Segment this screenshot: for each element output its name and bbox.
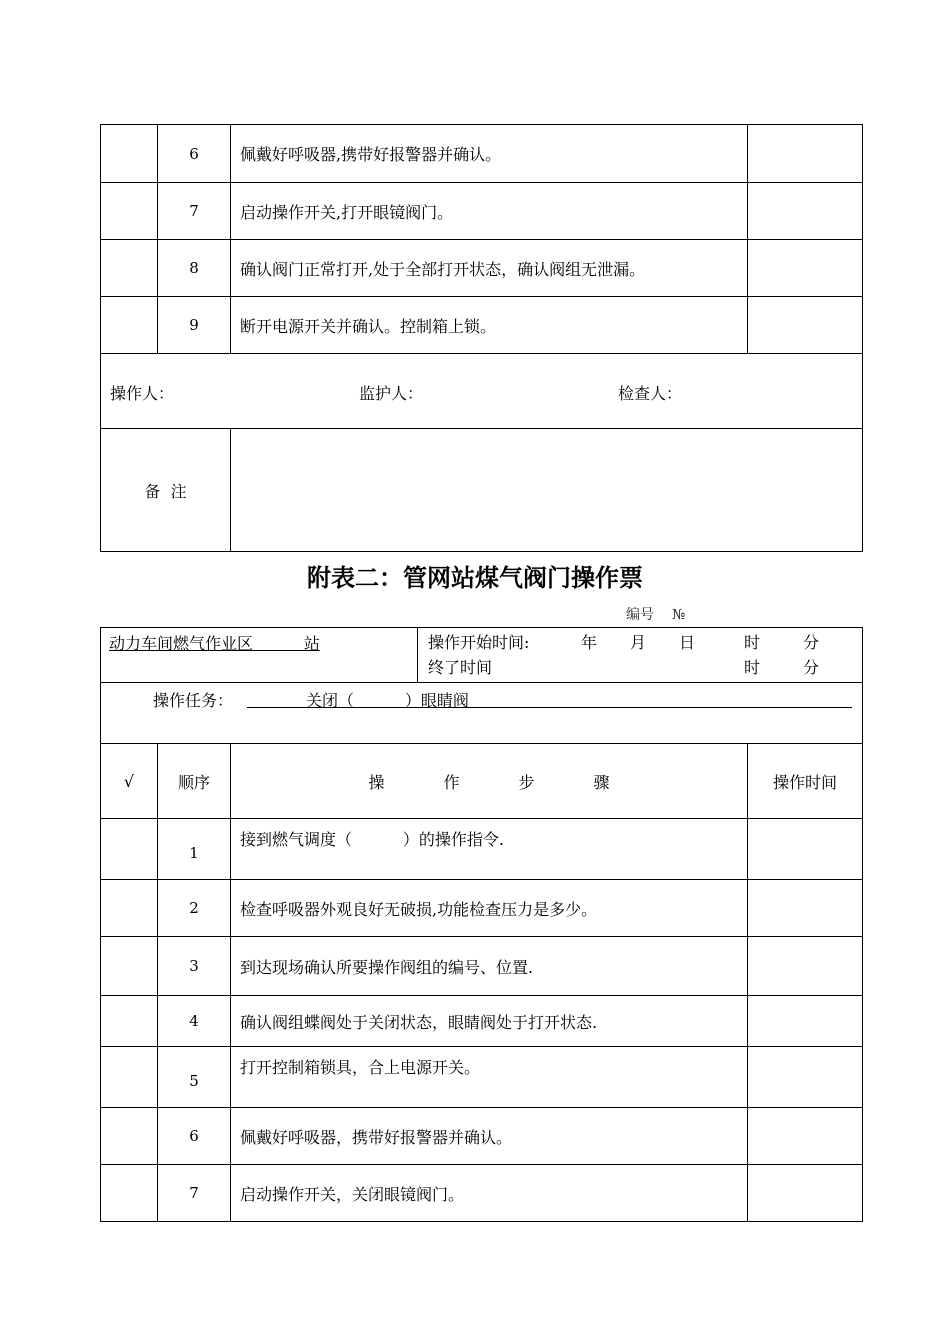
step-text: 佩戴好呼吸器，携带好报警器并确认。 — [231, 1108, 748, 1165]
time-cell[interactable] — [748, 937, 863, 996]
step-number: 1 — [158, 819, 231, 880]
check-cell[interactable] — [101, 1108, 158, 1165]
step-text: 断开电源开关并确认。控制箱上锁。 — [231, 297, 748, 354]
time-cell[interactable] — [748, 125, 863, 183]
check-cell[interactable] — [101, 937, 158, 996]
month-label: 月 — [630, 633, 647, 652]
step-number: 2 — [158, 880, 231, 937]
steps-header-char: 操 — [368, 772, 385, 792]
column-header-row — [101, 744, 863, 819]
time-cell[interactable] — [748, 183, 863, 240]
time-column-header: 操作时间 — [748, 744, 863, 819]
table-row — [101, 297, 863, 354]
header-row — [101, 628, 863, 683]
check-column-header: √ — [101, 744, 158, 819]
end-hour-label: 时 — [744, 658, 761, 677]
steps-header-char: 作 — [443, 772, 460, 792]
check-cell[interactable] — [101, 880, 158, 937]
step-text: 接到燃气调度（ ）的操作指令. — [231, 819, 748, 880]
number-symbol: № — [672, 607, 686, 623]
end-minute-label: 分 — [803, 658, 820, 677]
location-cell — [101, 628, 418, 683]
signature-cell — [101, 354, 863, 429]
inspector-label: 检查人： — [618, 384, 683, 403]
step-text: 启动操作开关,打开眼镜阀门。 — [231, 183, 748, 240]
task-cell[interactable] — [101, 683, 863, 744]
operation-ticket-table-continued — [100, 124, 863, 552]
step-text: 启动操作开关，关闭眼镜阀门。 — [231, 1165, 748, 1222]
time-cell[interactable] — [748, 996, 863, 1047]
step-number: 9 — [158, 297, 231, 354]
step-text: 检查呼吸器外观良好无破损,功能检查压力是多少。 — [231, 880, 748, 937]
end-time-label: 终了时间 — [428, 658, 493, 677]
steps-header-char: 步 — [518, 772, 535, 792]
step-text: 打开控制箱锁具，合上电源开关。 — [231, 1047, 748, 1108]
table-row — [101, 819, 863, 880]
time-cell[interactable] — [748, 297, 863, 354]
table-row — [101, 183, 863, 240]
time-cell[interactable] — [748, 1047, 863, 1108]
operation-ticket-table — [100, 627, 863, 1222]
step-number: 6 — [158, 1108, 231, 1165]
step-number: 8 — [158, 240, 231, 297]
task-row — [101, 683, 863, 744]
check-cell[interactable] — [101, 996, 158, 1047]
check-cell[interactable] — [101, 240, 158, 297]
order-column-header: 顺序 — [158, 744, 231, 819]
task-text: 关闭（ ）眼睛阀 — [306, 691, 469, 710]
step-number: 3 — [158, 937, 231, 996]
time-cell[interactable] — [748, 819, 863, 880]
check-cell[interactable] — [101, 183, 158, 240]
steps-column-header — [231, 744, 748, 819]
check-cell[interactable] — [101, 125, 158, 183]
ticket-number — [626, 604, 703, 624]
time-cell[interactable] — [748, 880, 863, 937]
table-row — [101, 240, 863, 297]
time-cell[interactable] — [748, 1165, 863, 1222]
time-cell[interactable] — [748, 1108, 863, 1165]
signature-row — [101, 354, 863, 429]
check-cell[interactable] — [101, 819, 158, 880]
step-text: 到达现场确认所要操作阀组的编号、位置. — [231, 937, 748, 996]
remarks-field[interactable] — [231, 429, 863, 552]
table-row — [101, 1108, 863, 1165]
step-text: 确认阀组蝶阀处于关闭状态，眼睛阀处于打开状态. — [231, 996, 748, 1047]
steps-header-char: 骤 — [593, 772, 610, 792]
check-cell[interactable] — [101, 297, 158, 354]
check-cell[interactable] — [101, 1165, 158, 1222]
step-number: 7 — [158, 1165, 231, 1222]
year-label: 年 — [581, 633, 598, 652]
supervisor-label: 监护人： — [359, 384, 424, 403]
table-row — [101, 1047, 863, 1108]
start-time-label: 操作开始时间: — [428, 633, 530, 652]
step-number: 4 — [158, 996, 231, 1047]
step-number: 5 — [158, 1047, 231, 1108]
step-number: 6 — [158, 125, 231, 183]
table-row — [101, 125, 863, 183]
number-label: 编号 — [626, 607, 654, 623]
minute-label: 分 — [803, 633, 820, 652]
table-row — [101, 880, 863, 937]
document-title: 附表二：管网站煤气阀门操作票 — [307, 563, 643, 592]
task-label: 操作任务： — [153, 691, 234, 710]
hour-label: 时 — [744, 633, 761, 652]
table-row — [101, 996, 863, 1047]
remarks-row — [101, 429, 863, 552]
operator-label: 操作人： — [110, 384, 175, 403]
day-label: 日 — [679, 633, 696, 652]
step-text: 佩戴好呼吸器,携带好报警器并确认。 — [231, 125, 748, 183]
time-cell[interactable] — [748, 240, 863, 297]
table-row — [101, 937, 863, 996]
step-text: 确认阀门正常打开,处于全部打开状态，确认阀组无泄漏。 — [231, 240, 748, 297]
time-range-cell[interactable] — [418, 628, 863, 683]
remarks-label: 备 注 — [101, 429, 231, 552]
table-row — [101, 1165, 863, 1222]
check-cell[interactable] — [101, 1047, 158, 1108]
step-number: 7 — [158, 183, 231, 240]
location-text: 动力车间燃气作业区 站 — [109, 634, 320, 653]
